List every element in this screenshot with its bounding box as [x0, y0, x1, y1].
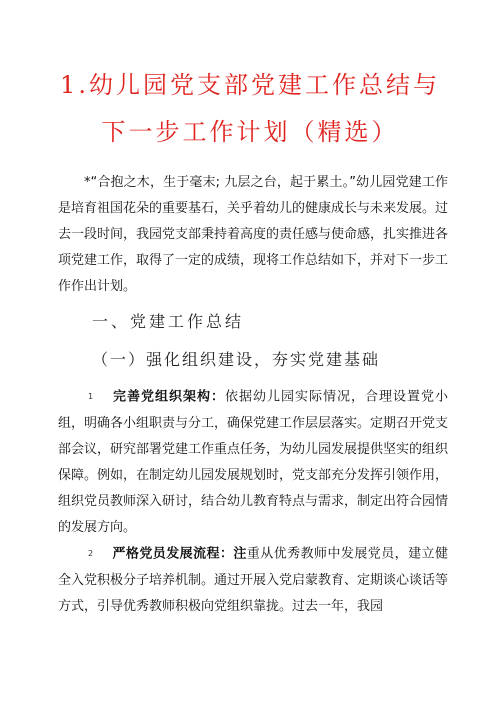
- subsection-heading: （一）强化组织建设，夯实党建基础: [92, 350, 381, 369]
- list-item-number: 2: [88, 549, 94, 558]
- intro-paragraph: *“合抱之木，生于毫末; 九层之台，起于累土。”幼儿园党建工作是培育祖国花朵的重要基石，关乎着幼儿的健康成长与未来发展。过去一段时间，我园党支部秉持着高度的责任感与使命感，扎实推进各项党建工作，取得了一定的成绩，现将工作总结如下，并对下一步工作作出计划。: [58, 175, 449, 294]
- list-item-lead: 严格党员发展流程：注: [112, 546, 247, 562]
- document-title-line-1: 1.幼儿园党支部党建工作总结与: [60, 71, 440, 99]
- section-heading: 一、党建工作总结: [92, 312, 245, 331]
- list-item-body: 重从优秀教师中发展党员，建立健全入党积极分子培养机制。通过开展入党启蒙教育、定期谈心谈话等方式，引导优秀教师积极向党组织靠拢。过去一年，我园: [58, 546, 449, 614]
- list-item-body: 依据幼儿园实际情况，合理设置党小组，明确各小组职责与分工，确保党建工作层层落实。定期召开党支部会议，研究部署党建工作重点任务，为幼儿园发展提供坚实的组织保障。例如，在制定幼儿园发展规划时，党支部充分发挥引领作用，组织党员教师深入研讨，结合幼儿教育特点与需求，制定出符合园情的发展方向。: [58, 389, 449, 535]
- list-item-number: 1: [88, 392, 94, 401]
- list-item-lead: 完善党组织架构：: [112, 389, 225, 405]
- document-title-line-2: 下一步工作计划（精选）: [101, 118, 399, 146]
- list-item: [58, 541, 448, 620]
- list-item: [58, 384, 448, 541]
